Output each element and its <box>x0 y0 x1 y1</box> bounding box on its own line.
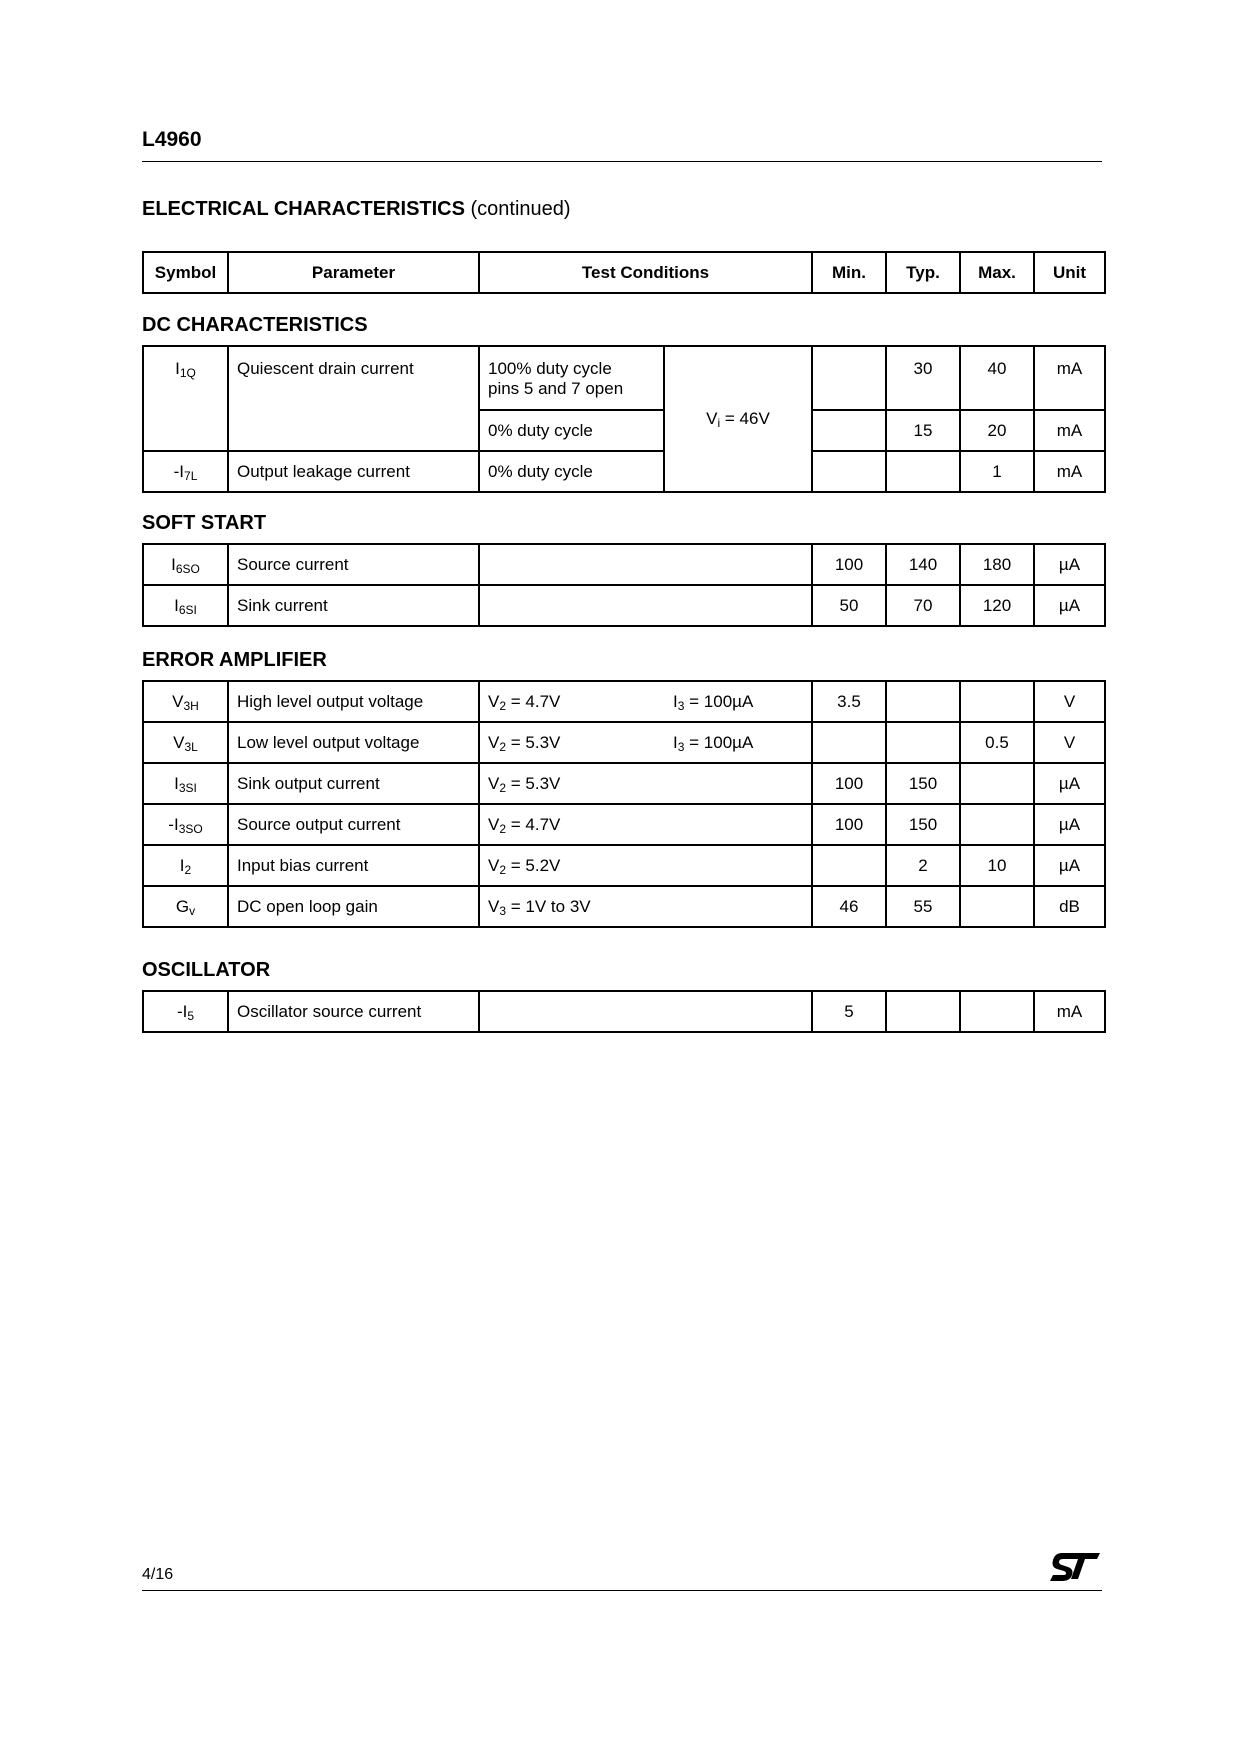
table-row <box>143 763 1105 804</box>
unit-cell: µA <box>1034 763 1105 804</box>
header-divider <box>142 161 1102 162</box>
max-cell: 0.5 <box>960 722 1034 763</box>
max-cell <box>960 991 1034 1032</box>
min-cell: 46 <box>812 886 886 927</box>
group-title-oscillator: OSCILLATOR <box>142 959 271 981</box>
unit-cell: mA <box>1034 346 1105 410</box>
section-heading <box>142 198 571 221</box>
condition-cell <box>479 585 812 626</box>
table-row <box>143 991 1105 1032</box>
oscillator-table <box>142 990 1106 1033</box>
min-cell <box>812 722 886 763</box>
page-number: 4/16 <box>142 1566 174 1583</box>
condition-cell: 0% duty cycle <box>479 410 664 451</box>
parameter-cell: High level output voltage <box>228 681 479 722</box>
unit-cell: mA <box>1034 410 1105 451</box>
condition-cell: $V_2 = 5.3V$ $I_3 = 100\mu A$ <box>479 722 812 763</box>
table-row <box>143 585 1105 626</box>
max-cell <box>960 886 1034 927</box>
min-cell: 50 <box>812 585 886 626</box>
group-title-error-amplifier: ERROR AMPLIFIER <box>142 649 327 671</box>
footer-divider <box>142 1590 1102 1591</box>
max-cell: 20 <box>960 410 1034 451</box>
typ-cell <box>886 681 960 722</box>
max-cell <box>960 763 1034 804</box>
min-cell <box>812 845 886 886</box>
unit-cell: µA <box>1034 585 1105 626</box>
parameter-cell: Source current <box>228 544 479 585</box>
parameter-cell: DC open loop gain <box>228 886 479 927</box>
typ-cell <box>886 722 960 763</box>
min-cell <box>812 346 886 410</box>
symbol-cell: $G_v$ <box>143 886 228 927</box>
condition-cell: $V_3 = 1V$ to 3V <box>479 886 812 927</box>
parameter-cell: Sink current <box>228 585 479 626</box>
min-cell <box>812 410 886 451</box>
max-cell: 1 <box>960 451 1034 492</box>
group-title-soft-start: SOFT START <box>142 512 267 534</box>
parameter-cell: Sink output current <box>228 763 479 804</box>
col-header-unit: Unit <box>1034 252 1105 293</box>
min-cell: 5 <box>812 991 886 1032</box>
col-header-typ: Typ. <box>886 252 960 293</box>
condition-cell <box>479 544 812 585</box>
typ-cell: 15 <box>886 410 960 451</box>
condition-cell: $V_2 = 5.2V$ <box>479 845 812 886</box>
max-cell <box>960 681 1034 722</box>
condition-cell: $V_2 = 4.7V$ $I_3 = 100\mu A$ <box>479 681 812 722</box>
condition-cell: 0% duty cycle <box>479 451 664 492</box>
section-heading-suffix: (continued) <box>464 198 571 220</box>
unit-cell: mA <box>1034 451 1105 492</box>
col-header-max: Max. <box>960 252 1034 293</box>
symbol-cell: $-I_5$ <box>143 991 228 1032</box>
symbol-cell: $I_{1Q}$ <box>143 346 228 451</box>
symbol-cell: $I_{6SI}$ <box>143 585 228 626</box>
table-row <box>143 845 1105 886</box>
table-row <box>143 722 1105 763</box>
document-title: L4960 <box>142 128 202 151</box>
parameter-cell: Quiescent drain current <box>228 346 479 451</box>
col-header-test-conditions: Test Conditions <box>479 252 812 293</box>
parameter-cell: Output leakage current <box>228 451 479 492</box>
condition-cell: 100% duty cycle pins 5 and 7 open <box>479 346 664 410</box>
parameter-cell: Oscillator source current <box>228 991 479 1032</box>
typ-cell: 150 <box>886 804 960 845</box>
error-amplifier-table <box>142 680 1106 928</box>
col-header-symbol: Symbol <box>143 252 228 293</box>
symbol-cell: $V_{3H}$ <box>143 681 228 722</box>
st-logo <box>1050 1551 1100 1583</box>
col-header-min: Min. <box>812 252 886 293</box>
condition-cell: $V_2 = 5.3V$ <box>479 763 812 804</box>
soft-start-table <box>142 543 1106 627</box>
condition-cell <box>479 991 812 1032</box>
typ-cell: 70 <box>886 585 960 626</box>
unit-cell: V <box>1034 681 1105 722</box>
symbol-cell: $I_2$ <box>143 845 228 886</box>
parameter-cell: Source output current <box>228 804 479 845</box>
column-header-row <box>143 252 1105 293</box>
symbol-cell: $V_{3L}$ <box>143 722 228 763</box>
section-heading-main: ELECTRICAL CHARACTERISTICS <box>142 198 465 220</box>
typ-cell: 150 <box>886 763 960 804</box>
condition-cell: $V_2 = 4.7V$ <box>479 804 812 845</box>
column-header-table <box>142 251 1106 294</box>
max-cell: 10 <box>960 845 1034 886</box>
symbol-cell: $-I_{3SO}$ <box>143 804 228 845</box>
max-cell: 40 <box>960 346 1034 410</box>
unit-cell: µA <box>1034 544 1105 585</box>
unit-cell: µA <box>1034 804 1105 845</box>
min-cell: 100 <box>812 544 886 585</box>
col-header-parameter: Parameter <box>228 252 479 293</box>
unit-cell: mA <box>1034 991 1105 1032</box>
max-cell <box>960 804 1034 845</box>
typ-cell: 55 <box>886 886 960 927</box>
min-cell: 100 <box>812 763 886 804</box>
typ-cell: 2 <box>886 845 960 886</box>
max-cell: 120 <box>960 585 1034 626</box>
table-row <box>143 451 1105 492</box>
typ-cell <box>886 991 960 1032</box>
symbol-cell: $I_{6SO}$ <box>143 544 228 585</box>
table-row <box>143 544 1105 585</box>
table-row <box>143 681 1105 722</box>
parameter-cell: Input bias current <box>228 845 479 886</box>
parameter-cell: Low level output voltage <box>228 722 479 763</box>
typ-cell <box>886 451 960 492</box>
shared-condition-cell: $V_i = 46V$ <box>664 346 812 492</box>
typ-cell: 30 <box>886 346 960 410</box>
group-title-dc: DC CHARACTERISTICS <box>142 314 368 336</box>
table-row <box>143 346 1105 410</box>
max-cell: 180 <box>960 544 1034 585</box>
table-row <box>143 886 1105 927</box>
min-cell <box>812 451 886 492</box>
unit-cell: V <box>1034 722 1105 763</box>
dc-table <box>142 345 1106 493</box>
typ-cell: 140 <box>886 544 960 585</box>
table-row <box>143 804 1105 845</box>
min-cell: 100 <box>812 804 886 845</box>
symbol-cell: $-I_{7L}$ <box>143 451 228 492</box>
min-cell: 3.5 <box>812 681 886 722</box>
unit-cell: dB <box>1034 886 1105 927</box>
unit-cell: µA <box>1034 845 1105 886</box>
symbol-cell: $I_{3SI}$ <box>143 763 228 804</box>
